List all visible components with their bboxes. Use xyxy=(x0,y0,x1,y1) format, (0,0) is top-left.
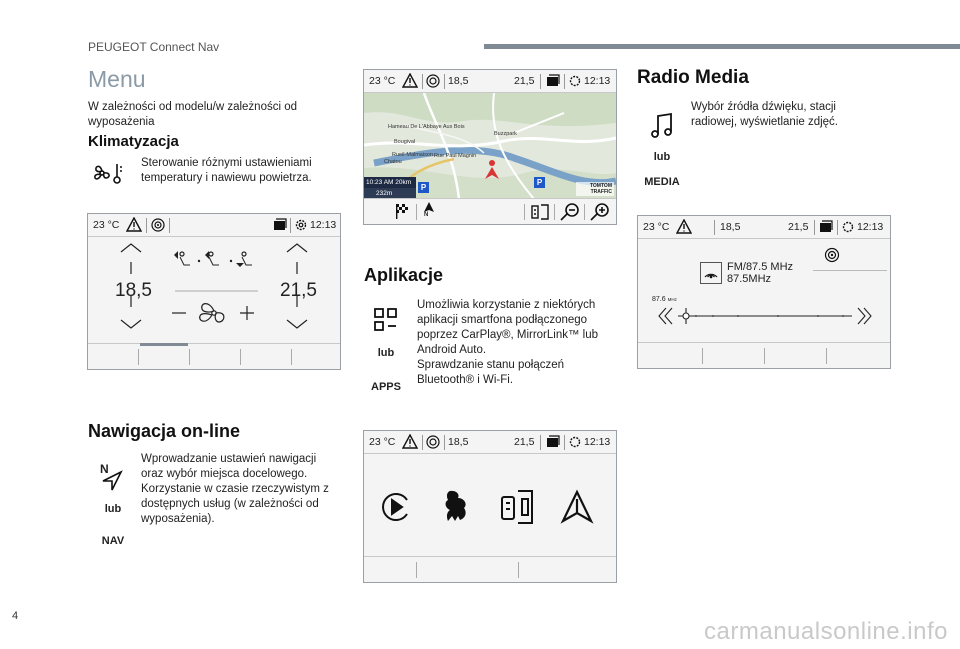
music-note-icon xyxy=(650,112,674,145)
connected-services-icon xyxy=(151,218,165,235)
north-label: N xyxy=(424,212,429,218)
phone-icon xyxy=(273,218,287,235)
right-temp-label: 21,5 xyxy=(788,221,809,233)
settings-icon xyxy=(294,218,308,235)
apps-grid-icon xyxy=(373,307,399,338)
status-time: 12:13 xyxy=(310,219,337,231)
menu-title: Menu xyxy=(88,66,146,92)
left-temp-label: 18,5 xyxy=(448,436,469,448)
distance-panel: 232m xyxy=(364,188,416,199)
climate-description: Sterowanie różnymi ustawieniami temperatury i nawiewu powietrza. xyxy=(141,157,312,184)
left-temp-label: 18,5 xyxy=(720,221,741,233)
warning-icon xyxy=(676,219,692,237)
connected-services-icon xyxy=(426,74,440,91)
tuner-marker-unit: MHz xyxy=(667,297,677,302)
watermark: carmanualsonline.info xyxy=(704,618,948,645)
status-time: 12:13 xyxy=(584,436,611,448)
eta-panel: 10:23 AM 20km xyxy=(364,177,416,188)
mirror-screen-icon[interactable] xyxy=(498,489,536,530)
map-label: Bougival xyxy=(394,139,416,145)
warning-icon xyxy=(402,434,418,452)
apps-heading: Aplikacje xyxy=(364,265,444,285)
nav-letter: N xyxy=(100,462,109,476)
radio-bottom-bar xyxy=(638,342,890,368)
apps-screen xyxy=(363,430,617,583)
apps-description xyxy=(417,298,612,388)
nav-button[interactable]: NAV xyxy=(101,535,125,547)
peugeot-lion-icon[interactable] xyxy=(438,488,472,529)
menu-intro: W zależności od modelu/w zależności od wyposażenia xyxy=(88,101,298,128)
climate-status-bar xyxy=(88,214,340,237)
tuner-marker-label xyxy=(652,296,677,303)
page-header-title: PEUGEOT Connect Nav xyxy=(88,40,220,54)
climate-bottom-bar xyxy=(88,343,340,369)
map-screen xyxy=(363,69,617,225)
media-button[interactable]: MEDIA xyxy=(644,176,680,188)
status-temp: 23 °C xyxy=(93,219,120,231)
divider xyxy=(813,270,887,271)
status-time: 12:13 xyxy=(584,75,611,87)
phone-icon xyxy=(819,220,833,237)
right-temp-label: 21,5 xyxy=(514,436,535,448)
climate-icon xyxy=(92,160,124,191)
radio-screen xyxy=(637,215,891,369)
parking-icon[interactable]: P xyxy=(534,177,545,188)
navigation-description: Wprowadzanie ustawień nawigacji oraz wybór miejsca docelowego. Korzystanie w czasie rzeczywistym z dostępnych usług (w zależności od wyposażenia). xyxy=(141,453,329,525)
zoom-in-icon[interactable] xyxy=(589,202,611,225)
parking-icon[interactable]: P xyxy=(418,182,429,193)
map-label: Hameau De L'Abbaye Aux Bois xyxy=(388,124,465,130)
warning-icon xyxy=(402,73,418,91)
climate-screen xyxy=(87,213,341,370)
zoom-out-icon[interactable] xyxy=(559,202,581,225)
settings-icon xyxy=(568,74,582,91)
settings-icon xyxy=(841,220,855,237)
header-bar xyxy=(484,44,960,49)
right-temperature[interactable]: 21,5 xyxy=(280,280,317,301)
radio-broadcast-icon[interactable] xyxy=(824,247,840,268)
right-temp-label: 21,5 xyxy=(514,75,535,87)
map-view[interactable] xyxy=(364,93,616,199)
apps-desc-line1: Umożliwia korzystanie z niektórych aplikacji smartfona podłączonego poprzez CarPlay®, MirrorLink™ lub Android Auto. xyxy=(417,299,599,356)
navigation-heading: Nawigacja on-line xyxy=(88,421,241,441)
page-number: 4 xyxy=(12,610,19,622)
radio-station-icon xyxy=(700,262,722,289)
station-name: FM/87.5 MHz xyxy=(727,261,794,273)
settings-icon xyxy=(568,435,582,452)
station-frequency: 87.5MHz xyxy=(727,273,772,285)
status-temp: 23 °C xyxy=(369,75,396,87)
apps-status-bar xyxy=(364,431,616,454)
map-status-bar xyxy=(364,70,616,93)
radio-status-bar xyxy=(638,216,890,239)
map-label: Rueil-Malmaison xyxy=(392,152,433,158)
phone-icon xyxy=(546,74,560,91)
radio-heading: Radio Media xyxy=(637,67,749,88)
nav-or-label: lub xyxy=(104,503,122,515)
climate-heading: Klimatyzacja xyxy=(88,133,179,150)
destination-flag-icon[interactable] xyxy=(394,202,412,225)
traffic-logo: TOMTOM TRAFFIC xyxy=(576,182,614,196)
frequency-tuner[interactable] xyxy=(638,304,891,328)
map-label: Buzzpark xyxy=(494,131,517,137)
carplay-icon[interactable] xyxy=(380,490,412,529)
tuner-marker-value: 87.6 xyxy=(652,296,666,303)
android-auto-icon[interactable] xyxy=(560,489,594,530)
warning-icon xyxy=(126,217,142,235)
status-temp: 23 °C xyxy=(643,221,670,233)
route-options-icon[interactable] xyxy=(530,203,550,225)
apps-desc-line2: Sprawdzanie stanu połączeń Bluetooth® i Wi-Fi. xyxy=(417,359,565,386)
radio-or-label: lub xyxy=(653,151,671,163)
apps-button[interactable]: APPS xyxy=(371,381,401,393)
radio-description: Wybór źródła dźwięku, stacji radiowej, wyświetlanie zdjęć. xyxy=(691,101,839,128)
status-temp: 23 °C xyxy=(369,436,396,448)
map-label: Chatou xyxy=(384,159,402,165)
map-label: Rue Paul Magnin xyxy=(434,153,477,159)
apps-or-label: lub xyxy=(377,347,395,359)
left-temperature[interactable]: 18,5 xyxy=(115,280,152,301)
navigation-icon xyxy=(101,470,123,497)
apps-bottom-bar xyxy=(364,556,616,582)
active-tab-indicator xyxy=(140,343,188,346)
left-temp-label: 18,5 xyxy=(448,75,469,87)
map-bottom-bar xyxy=(364,198,616,224)
phone-icon xyxy=(546,435,560,452)
connected-services-icon xyxy=(426,435,440,452)
status-time: 12:13 xyxy=(857,221,884,233)
